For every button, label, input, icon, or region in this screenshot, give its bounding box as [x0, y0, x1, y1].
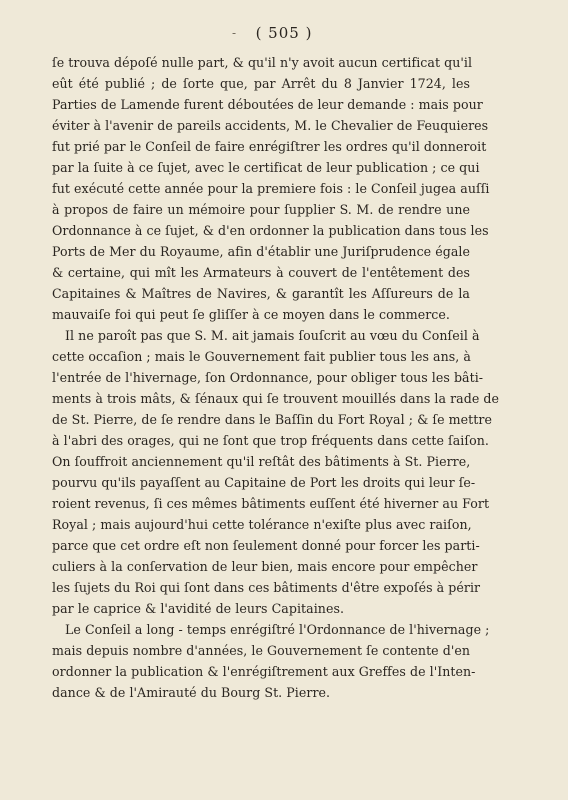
- text-line: & certaine, qui mît les Armateurs à couvert de l'entêtement des: [52, 265, 470, 280]
- text-line: à l'abri des orages, qui ne ſont que trop fréquents dans cette ſaiſon.: [52, 433, 489, 448]
- text-line: ſe trouva dépoſé nulle part, & qu'il n'y avoit aucun certificat qu'il: [52, 55, 473, 70]
- text-line: On ſouffroit anciennement qu'il reſtât des bâtiments à St. Pierre,: [52, 454, 471, 469]
- text-line: Capitaines & Maîtres de Navires, & garantît les Aſſureurs de la: [52, 286, 470, 301]
- paragraph-1: [52, 52, 490, 325]
- text-line: Il ne paroît pas que S. M. ait jamais ſouſcrit au vœu du Conſeil à: [65, 328, 480, 343]
- text-line: parce que cet ordre eſt non ſeulement donné pour forcer les parti-: [52, 538, 480, 553]
- text-line: ments à trois mâts, & ſénaux qui ſe trouvent mouillés dans la rade de: [52, 391, 500, 406]
- paragraph-3: [52, 619, 490, 703]
- text-line: Ordonnance à ce ſujet, & d'en ordonner la publication dans tous les: [52, 223, 489, 238]
- text-line: Parties de Lamende furent déboutées de leur demande : mais pour: [52, 97, 483, 112]
- text-line: roient revenus, ſi ces mêmes bâtiments euſſent été hiverner au Fort: [52, 496, 490, 511]
- text-line: par la ſuite à ce ſujet, avec le certificat de leur publication ; ce qui: [52, 160, 480, 175]
- text-line: Le Conſeil a long - temps enrégiſtré l'Ordonnance de l'hivernage ;: [65, 622, 490, 637]
- text-line: pourvu qu'ils payaſſent au Capitaine de Port les droits qui leur ſe-: [52, 475, 476, 490]
- text-line: ordonner la publication & l'enrégiſtrement aux Greffes de l'Inten-: [52, 664, 476, 679]
- page-number: ( 505 ): [255, 24, 313, 42]
- text-line: Ports de Mer du Royaume, afin d'établir une Juriſprudence égale: [52, 244, 470, 259]
- text-line: Royal ; mais aujourd'hui cette tolérance n'exiſte plus avec raiſon,: [52, 517, 472, 532]
- text-line: dance & de l'Amirauté du Bourg St. Pierre.: [52, 685, 331, 700]
- text-line: fut prié par le Conſeil de faire enrégiſtrer les ordres qu'il donneroit: [52, 139, 487, 154]
- body-text: [52, 52, 500, 703]
- paragraph-2: [52, 325, 500, 619]
- text-line: mauvaiſe foi qui peut ſe gliſſer à ce moyen dans le commerce.: [52, 307, 450, 322]
- text-line: par le caprice & l'avidité de leurs Capitaines.: [52, 601, 345, 616]
- text-line: eût été publié ; de ſorte que, par Arrêt du 8 Janvier 1724, les: [52, 76, 470, 91]
- text-line: culiers à la conſervation de leur bien, mais encore pour empêcher: [52, 559, 478, 574]
- text-line: mais depuis nombre d'années, le Gouvernement ſe contente d'en: [52, 643, 471, 658]
- text-line: cette occaſion ; mais le Gouvernement fait publier tous les ans, à: [52, 349, 471, 364]
- text-line: fut exécuté cette année pour la premiere fois : le Conſeil jugea auſſi: [52, 181, 490, 196]
- text-line: éviter à l'avenir de pareils accidents, M. le Chevalier de Feuquieres: [52, 118, 489, 133]
- header-dash: -: [232, 26, 237, 40]
- text-line: les ſujets du Roi qui ſont dans ces bâtiments d'être expoſés à périr: [52, 580, 481, 595]
- text-line: de St. Pierre, de ſe rendre dans le Baſſin du Fort Royal ; & ſe mettre: [52, 412, 492, 427]
- text-line: l'entrée de l'hivernage, ſon Ordonnance, pour obliger tous les bâti-: [52, 370, 484, 385]
- text-line: à propos de faire un mémoire pour ſupplier S. M. de rendre une: [52, 202, 470, 217]
